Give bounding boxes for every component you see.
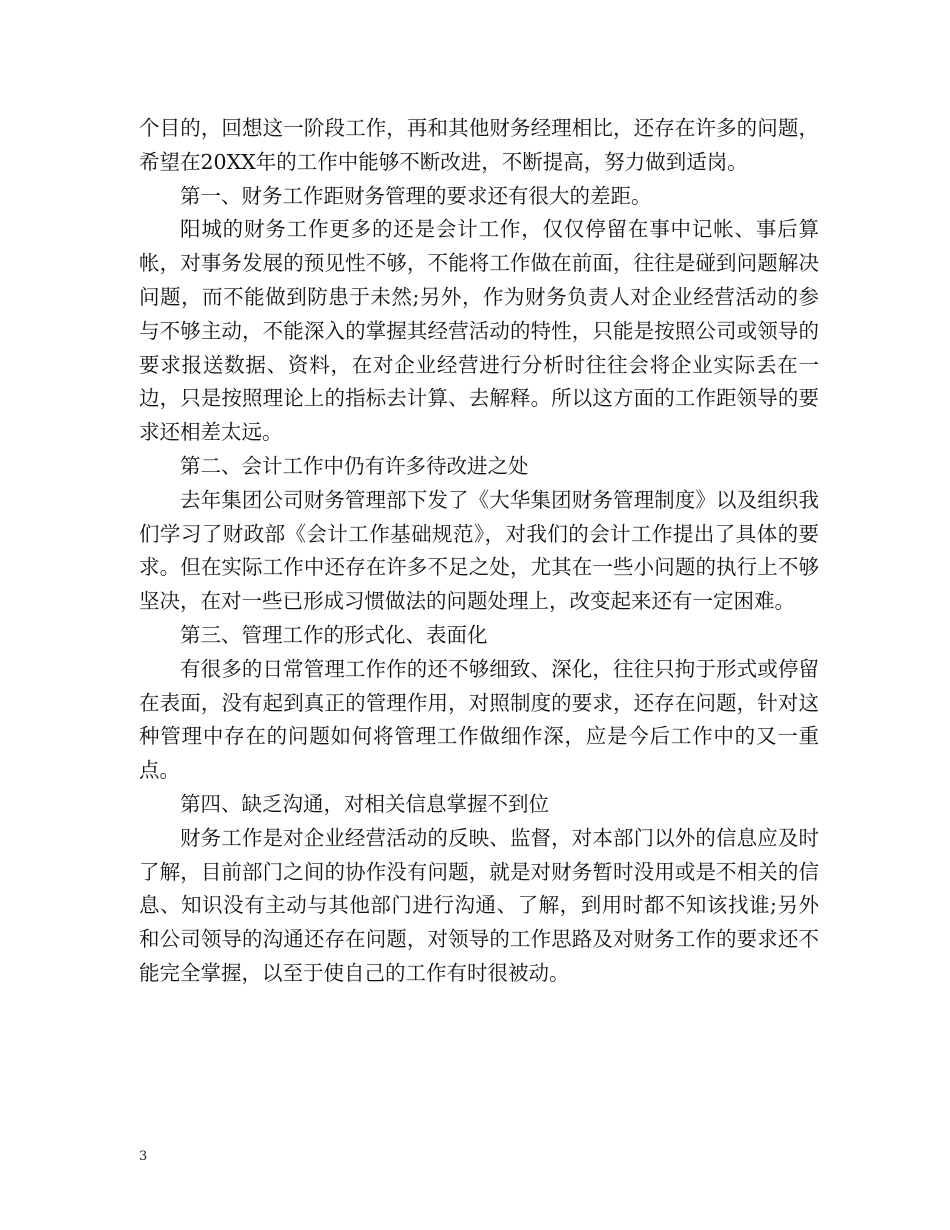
- heading-second-point: 第二、会计工作中仍有许多待改进之处: [180, 453, 529, 478]
- heading-first-point: 第一、财务工作距财务管理的要求还有很大的差距。: [180, 183, 652, 208]
- paragraph-fourth-point: 财务工作是对企业经营活动的反映、监督，对本部门以外的信息应及时了解，目前部门之间的协作没有问题，就是对财务暂时没用或是不相关的信息、知识没有主动与其他部门进行沟通、了解，到用时都不知该找谁;另外和公司领导的沟通还存在问题，对领导的工作思路及对财务工作的要求还不能完全掌握，以至于使自己的工作有时很被动。: [139, 825, 819, 985]
- paragraph-third-point: 有很多的日常管理工作作的还不够细致、深化，往往只拘于形式或停留在表面，没有起到真正的管理作用，对照制度的要求，还存在问题，针对这种管理中存在的问题如何将管理工作做细作深，应是今后工作中的又一重点。: [139, 656, 819, 783]
- paragraph-continuation: 个目的，回想这一阶段工作，再和其他财务经理相比，还存在许多的问题，希望在20XX年的工作中能够不断改进，不断提高，努力做到适岗。: [139, 116, 819, 174]
- page-number: 3: [139, 1149, 148, 1164]
- paragraph-first-point: 阳城的财务工作更多的还是会计工作，仅仅停留在事中记帐、事后算帐，对事务发展的预见性不够，不能将工作做在前面，往往是碰到问题解决问题，而不能做到防患于未然;另外，作为财务负责人对企业经营活动的参与不够主动，不能深入的掌握其经营活动的特性，只能是按照公司或领导的要求报送数据、资料，在对企业经营进行分析时往往会将企业实际丢在一边，只是按照理论上的指标去计算、去解释。所以这方面的工作距领导的要求还相差太远。: [139, 217, 819, 445]
- heading-fourth-point: 第四、缺乏沟通，对相关信息掌握不到位: [180, 791, 549, 816]
- heading-third-point: 第三、管理工作的形式化、表面化: [180, 622, 488, 647]
- paragraph-second-point: 去年集团公司财务管理部下发了《大华集团财务管理制度》以及组织我们学习了财政部《会计工作基础规范》，对我们的会计工作提出了具体的要求。但在实际工作中还存在许多不足之处，尤其在一些小问题的执行上不够坚决，在对一些已形成习惯做法的问题处理上，改变起来还有一定困难。: [139, 487, 819, 614]
- document-body: [139, 112, 819, 991]
